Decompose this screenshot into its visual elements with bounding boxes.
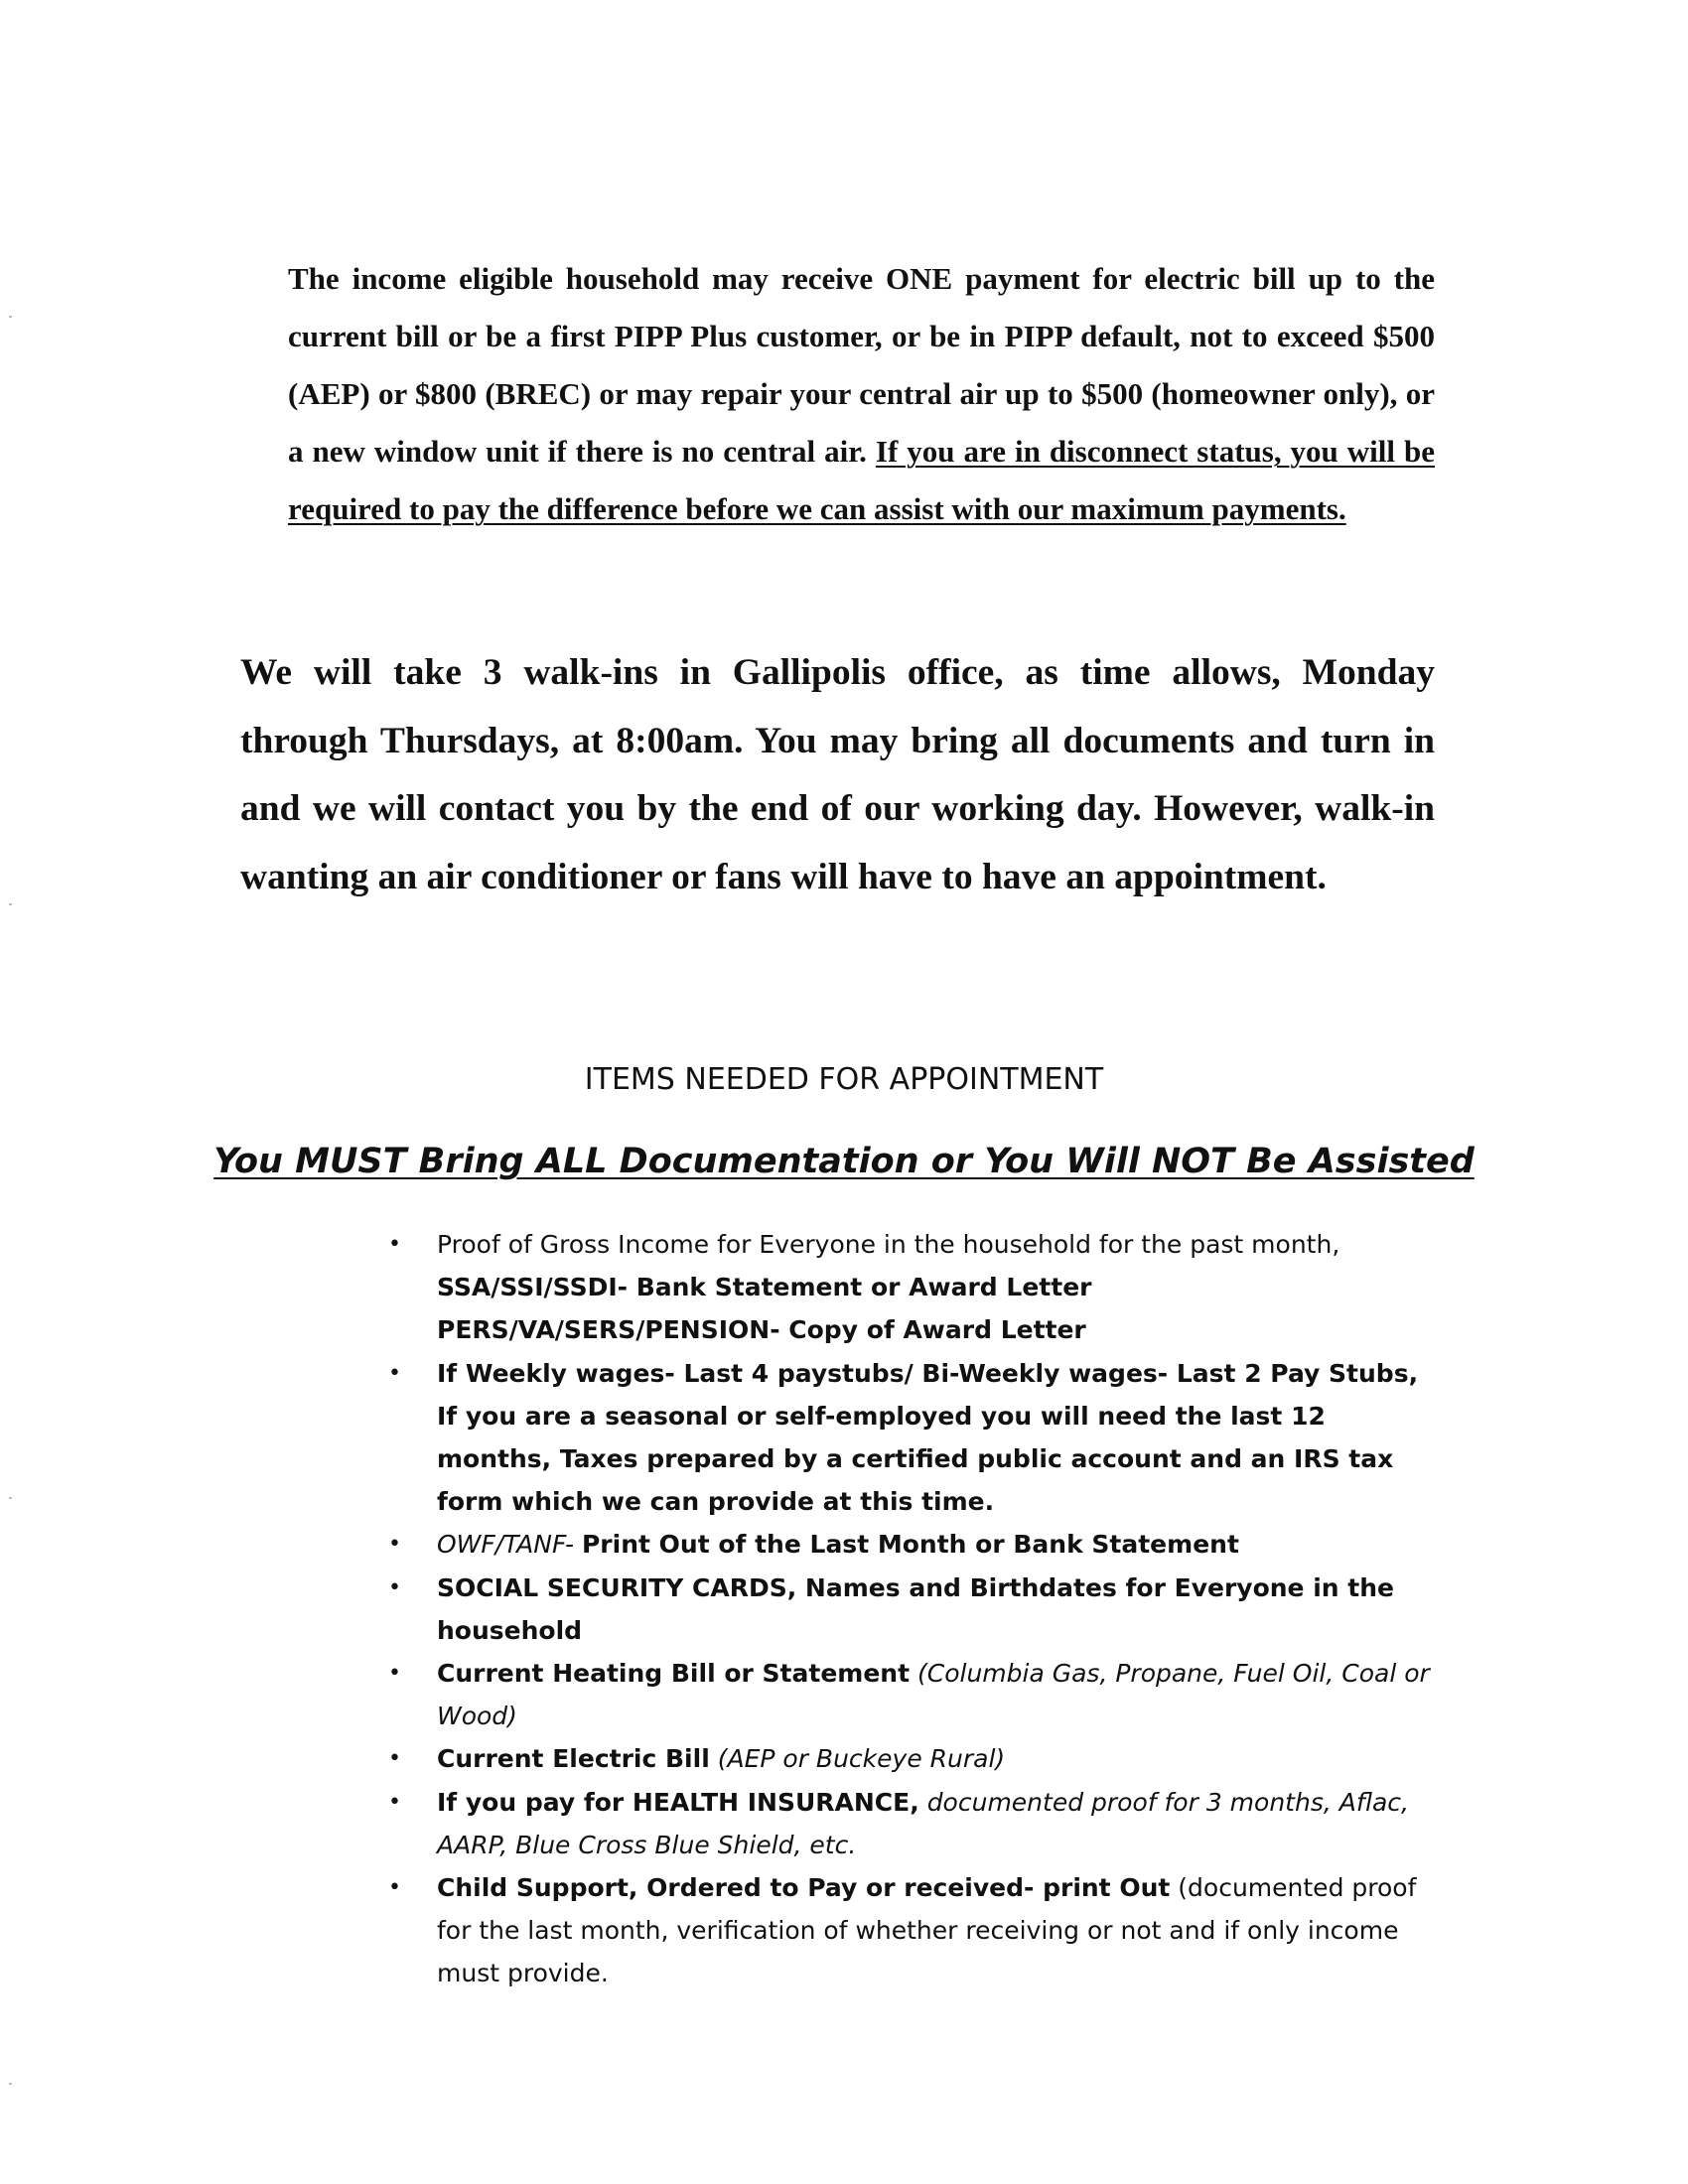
insurance-details: documented proof for 3 months, Aflac, AARP, Blue Cross Blue Shield, etc. — [437, 1787, 1410, 1859]
list-item-heating — [385, 1652, 1438, 1737]
owf-label: OWF/TANF- — [437, 1530, 575, 1560]
walk-in-paragraph: We will take 3 walk-ins in Gallipolis office, as time allows, Monday through Thursdays, at 8:00am. You may bring all documents and turn in and we will contact you by the end of our working day. However, walk-in wanting an air conditioner or fans will have to have an appointment. — [240, 652, 1435, 897]
list-item-income — [385, 1223, 1438, 1352]
child-support-text: Child Support, Ordered to Pay or received- print Out — [437, 1873, 1171, 1903]
heating-text: Current Heating Bill or Statement — [437, 1659, 911, 1689]
required-items-list — [385, 1223, 1438, 1995]
list-item-wages — [385, 1352, 1438, 1524]
owf-text: Print Out of the Last Month or Bank Statement — [581, 1530, 1239, 1560]
bullet-icon: • — [388, 1232, 401, 1257]
heating-sources: (Columbia Gas, Propane, Fuel Oil, Coal or Wood) — [437, 1659, 1430, 1731]
items-needed-heading: ITEMS NEEDED FOR APPOINTMENT — [584, 1062, 1104, 1097]
list-item-insurance — [385, 1781, 1438, 1866]
income-text: Proof of Gross Income for Everyone in the household for the past month, — [437, 1230, 1340, 1259]
bullet-icon: • — [388, 1661, 401, 1687]
bullet-icon: • — [388, 1746, 401, 1772]
bullet-icon: • — [388, 1789, 401, 1815]
ssa-text: SSA/SSI/SSDI- Bank Statement or Award Letter — [437, 1273, 1092, 1302]
assistance-payment-paragraph — [288, 250, 1435, 538]
electric-providers: (AEP or Buckeye Rural) — [717, 1744, 1006, 1774]
list-item-child-support — [385, 1866, 1438, 1995]
disconnect-status-notice: If you are in disconnect status, you will be required to pay the difference before we can assist with our maximum payments. — [288, 434, 1435, 526]
list-item-ssn — [385, 1567, 1438, 1652]
scan-speck — [9, 2083, 12, 2085]
electric-text: Current Electric Bill — [437, 1744, 710, 1774]
bullet-icon: • — [388, 1574, 401, 1600]
child-support-details: (documented proof for the last month, verification of whether receiving or not and if only income must provide. — [437, 1873, 1417, 1988]
bullet-icon: • — [388, 1532, 401, 1558]
bullet-icon: • — [388, 1360, 401, 1386]
scan-speck — [9, 903, 12, 905]
wages-text: If Weekly wages- Last 4 paystubs/ Bi-Weekly wages- Last 2 Pay Stubs, If you are a seasonal or self-employed you will need the last 12 months, Taxes prepared by a certified public account and an IRS tax form which we can provide at this time. — [437, 1358, 1419, 1517]
bullet-icon: • — [388, 1875, 401, 1901]
list-item-electric — [385, 1737, 1438, 1780]
payment-terms-text: The income eligible household may receive ONE payment for electric bill up to the current bill or be a first PIPP Plus customer, or be in PIPP default, not to exceed $500 (AEP) or $800 (BREC) or may repair your central air up to $500 (homeowner only), or a new window unit if there is no central air. — [288, 261, 1435, 469]
documentation-warning: You MUST Bring ALL Documentation or You Will NOT Be Assisted — [213, 1142, 1475, 1181]
pension-text: PERS/VA/SERS/PENSION- Copy of Award Letter — [437, 1315, 1086, 1345]
insurance-text: If you pay for HEALTH INSURANCE, — [437, 1787, 919, 1817]
list-item-owf — [385, 1523, 1438, 1566]
scan-speck — [9, 316, 12, 318]
ssn-text: SOCIAL SECURITY CARDS, Names and Birthdates for Everyone in the household — [437, 1572, 1394, 1645]
scan-speck — [9, 1497, 12, 1499]
